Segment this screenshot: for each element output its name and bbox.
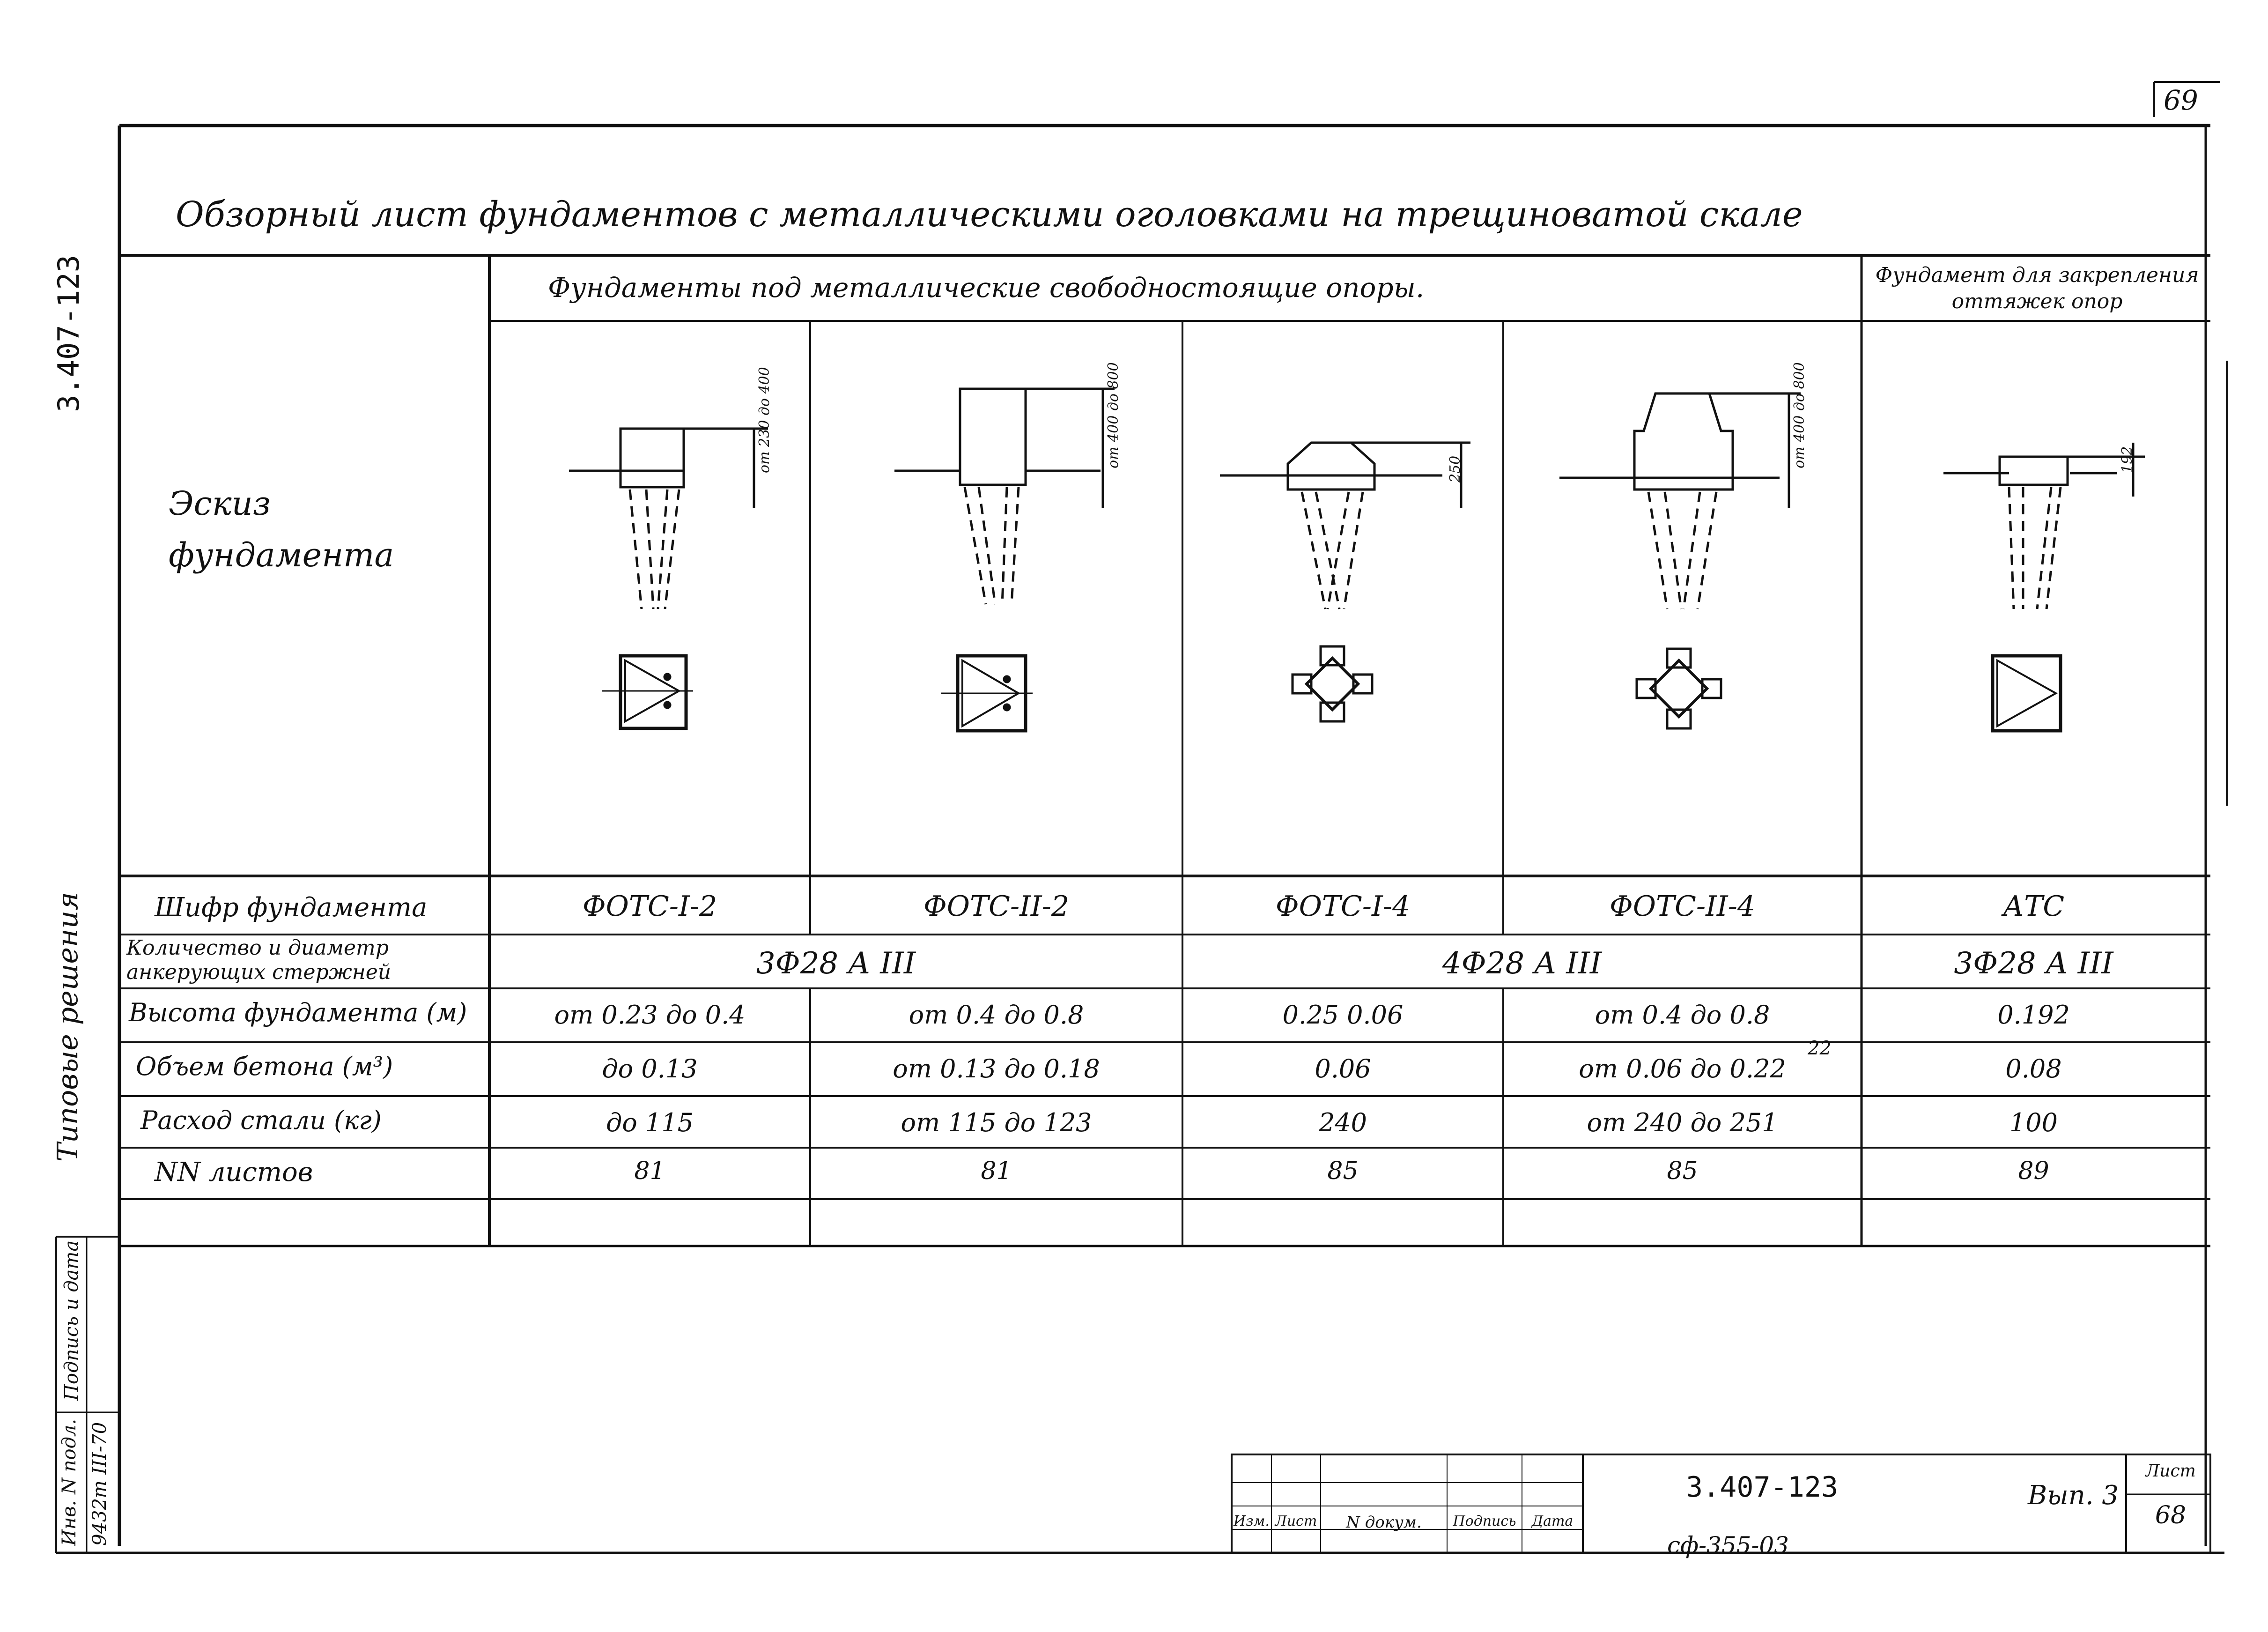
dim-c2: от 400 до 800 [1105,362,1122,468]
cell-steel-3: 240 [1318,1108,1367,1137]
cell-concrete-2: от 0.13 до 0.18 [893,1054,1100,1083]
stamp-col-izm: Изм. [1234,1513,1270,1529]
stamp-code: 3.407-123 [1686,1471,1839,1504]
cell-height-5: 0.192 [1997,1000,2070,1030]
cell-height-1: от 0.23 до 0.4 [554,1000,746,1030]
cell-sheets-1: 81 [634,1157,665,1185]
sketch-label: Эскиз фундамента [169,484,394,574]
cell-anchors-2: 4Ф28 А III [1442,946,1602,981]
dim-c5: 192 [2119,446,2135,473]
stamp-col-sign: Подпись [1453,1513,1516,1529]
header-guy-foundation: Фундамент для закрепления оттяжек опор [1875,263,2199,313]
header-free-standing: Фундаменты под металлические свободностоящие опоры. [548,272,1425,304]
dim-c1: от 230 до 400 [756,367,773,473]
stamp-col-doc: N докум. [1346,1513,1422,1532]
cell-sheets-3: 85 [1327,1157,1359,1185]
row-label-code: Шифр фундамента [155,892,428,923]
side-label: Типовые решения [52,892,84,1162]
cell-code-3: ФОТС-I-4 [1275,890,1411,923]
cell-height-2: от 0.4 до 0.8 [909,1000,1084,1030]
side-sign-label: Подпись и дата [61,1240,82,1401]
cell-anchors-1: 3Ф28 А III [756,946,916,981]
sketch-fots-1-4 [1220,443,1470,721]
cell-concrete-1: до 0.13 [602,1054,698,1083]
cell-height-4: от 0.4 до 0.8 [1595,1000,1770,1030]
sketch-fots-2-2 [894,389,1115,731]
sketch-ats [1943,443,2145,731]
row-label-concrete: Объем бетона (м³) [136,1052,393,1081]
cell-sheets-4: 85 [1667,1157,1698,1185]
page-number: 69 [2164,84,2198,116]
cell-code-2: ФОТС-II-2 [923,890,1070,923]
cell-steel-2: от 115 до 123 [901,1108,1092,1137]
stamp-sheet-value: 68 [2155,1501,2187,1529]
stamp-col-list: Лист [1275,1513,1317,1529]
dim-c3: 250 [1447,455,1463,482]
cell-concrete-5: 0.08 [2005,1054,2062,1083]
cell-concrete-4: от 0.06 до 0.22 [1579,1054,1786,1083]
cell-sheets-5: 89 [2018,1157,2049,1185]
sketch-fots-2-4 [1559,393,1801,728]
row-label-height: Высота фундамента (м) [129,998,467,1027]
side-code: 3.407-123 [52,255,86,412]
stamp-bottom-code: сф-355-03 [1667,1532,1789,1559]
cell-steel-4: от 240 до 251 [1587,1108,1778,1137]
row-label-sheets: NN листов [155,1157,313,1187]
page-title: Обзорный лист фундаментов с металлическими оголовками на трещиноватой скале [176,194,1803,235]
cell-code-4: ФОТС-II-4 [1609,890,1756,923]
cell-anchors-3: 3Ф28 А III [1954,946,2113,981]
cell-sheets-2: 81 [981,1157,1012,1185]
sketch-fots-1-2 [569,429,768,728]
row-label-steel: Расход стали (кг) [140,1105,382,1135]
side-inv-value: 9432т III-70 [89,1422,111,1546]
stamp-sheet-label: Лист [2145,1461,2196,1481]
cell-steel-1: до 115 [606,1108,694,1137]
side-inv-label: Инв. N подл. [59,1418,80,1546]
stamp-col-date: Дата [1531,1513,1574,1529]
margin-note: 22 [1808,1038,1832,1059]
cell-steel-5: 100 [2009,1108,2058,1137]
cell-code-5: АТС [2002,890,2065,923]
stamp-issue: Вып. 3 [2028,1480,2119,1511]
row-label-anchors: Количество и диаметр анкерующих стержней [126,936,392,984]
cell-code-1: ФОТС-I-2 [582,890,717,923]
dim-c4: от 400 до 800 [1791,362,1808,468]
cell-concrete-3: 0.06 [1315,1054,1371,1083]
cell-height-3: 0.25 0.06 [1282,1000,1404,1030]
